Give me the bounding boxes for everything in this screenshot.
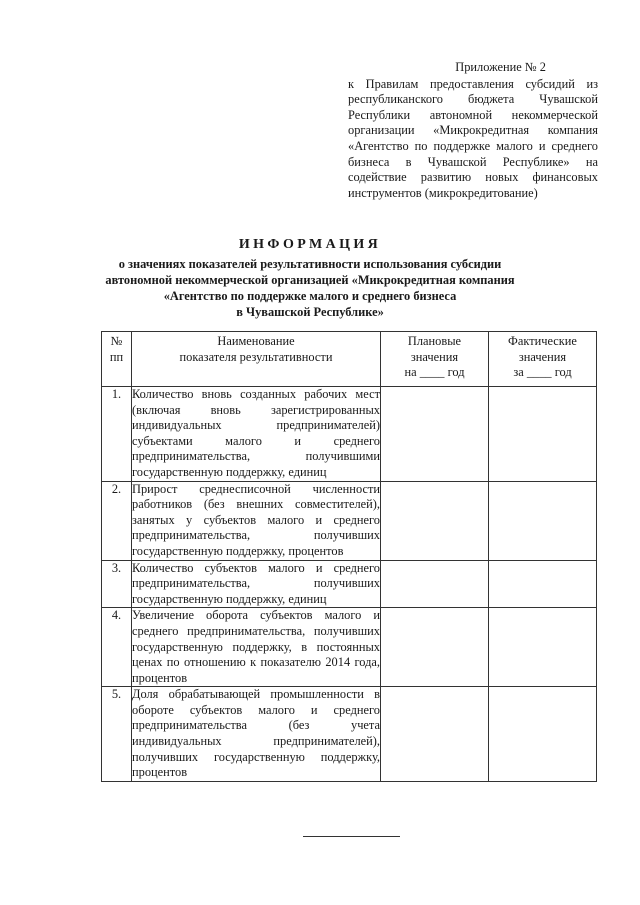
row-actual-value xyxy=(489,560,597,608)
table-row xyxy=(102,608,597,687)
appendix-text: к Правилам предоставления субсидий из республиканского бюджета Чувашской Республики автономной некоммерческой организации «Микрокредитная компания «Агентство по поддержке малого и среднего бизнеса в Чувашской Республике» на содействие развитию новых финансовых инструментов (микрокредитование) xyxy=(348,76,598,200)
row-planned-value xyxy=(381,560,489,608)
appendix-block xyxy=(348,60,598,201)
row-actual-value xyxy=(489,608,597,687)
table-row xyxy=(102,481,597,560)
header-actual-line: за ____ год xyxy=(513,365,572,380)
document-subtitle xyxy=(90,256,530,320)
row-indicator-name: Количество субъектов малого и среднего предпринимательства, получивших государственную поддержку, единиц xyxy=(132,560,381,608)
row-indicator-name: Количество вновь созданных рабочих мест (включая вновь зарегистрированных индивидуальных предпринимателей) субъектами малого и среднего предпринимательства, получившими государственную поддержку, единиц xyxy=(132,387,381,482)
title-block xyxy=(90,236,530,320)
row-number: 4. xyxy=(102,608,132,687)
appendix-number: Приложение № 2 xyxy=(455,60,546,74)
header-number-line: № xyxy=(110,334,123,348)
header-actual-line: значения xyxy=(518,349,567,364)
row-planned-value xyxy=(381,387,489,482)
footnote-divider xyxy=(303,836,400,837)
table-row xyxy=(102,687,597,782)
header-planned-line: на ____ год xyxy=(404,365,465,380)
header-indicator-name xyxy=(132,332,381,387)
document-title: ИНФОРМАЦИЯ xyxy=(238,237,382,252)
subtitle-line: «Агентство по поддержке малого и среднего бизнеса xyxy=(163,289,457,303)
header-name-line: показателя результативности xyxy=(179,349,333,364)
header-number xyxy=(102,332,132,387)
row-indicator-name: Увеличение оборота субъектов малого и среднего предпринимательства, получивших государственную поддержку, в постоянных ценах по отношению к показателю 2014 года, процентов xyxy=(132,608,381,687)
row-planned-value xyxy=(381,608,489,687)
row-number: 5. xyxy=(102,687,132,782)
header-name-line: Наименование xyxy=(217,334,295,348)
header-planned-line: значения xyxy=(410,349,459,364)
results-table xyxy=(101,331,597,782)
row-indicator-name: Прирост среднесписочной численности работников (без внешних совместителей), занятых у субъектов малого и среднего предпринимательства, получивших государственную поддержку, процентов xyxy=(132,481,381,560)
row-actual-value xyxy=(489,387,597,482)
table-row xyxy=(102,387,597,482)
header-planned-values xyxy=(381,332,489,387)
row-indicator-name: Доля обрабатывающей промышленности в обороте субъектов малого и среднего предпринимательства (без учета индивидуальных предпринимателей), получивших государственную поддержку, процентов xyxy=(132,687,381,782)
header-actual-line: Фактические xyxy=(508,334,577,348)
header-number-line: пп xyxy=(109,349,124,364)
row-actual-value xyxy=(489,481,597,560)
subtitle-line: в Чувашской Республике» xyxy=(236,305,384,319)
header-actual-values xyxy=(489,332,597,387)
row-number: 1. xyxy=(102,387,132,482)
row-number: 2. xyxy=(102,481,132,560)
row-actual-value xyxy=(489,687,597,782)
header-planned-line: Плановые xyxy=(407,334,462,348)
subtitle-line: автономной некоммерческой организацией «Микрокредитная компания xyxy=(105,273,515,287)
table-header-row xyxy=(102,332,597,387)
subtitle-line: о значениях показателей результативности использования субсидии xyxy=(118,257,502,271)
row-planned-value xyxy=(381,481,489,560)
table-row xyxy=(102,560,597,608)
row-planned-value xyxy=(381,687,489,782)
row-number: 3. xyxy=(102,560,132,608)
